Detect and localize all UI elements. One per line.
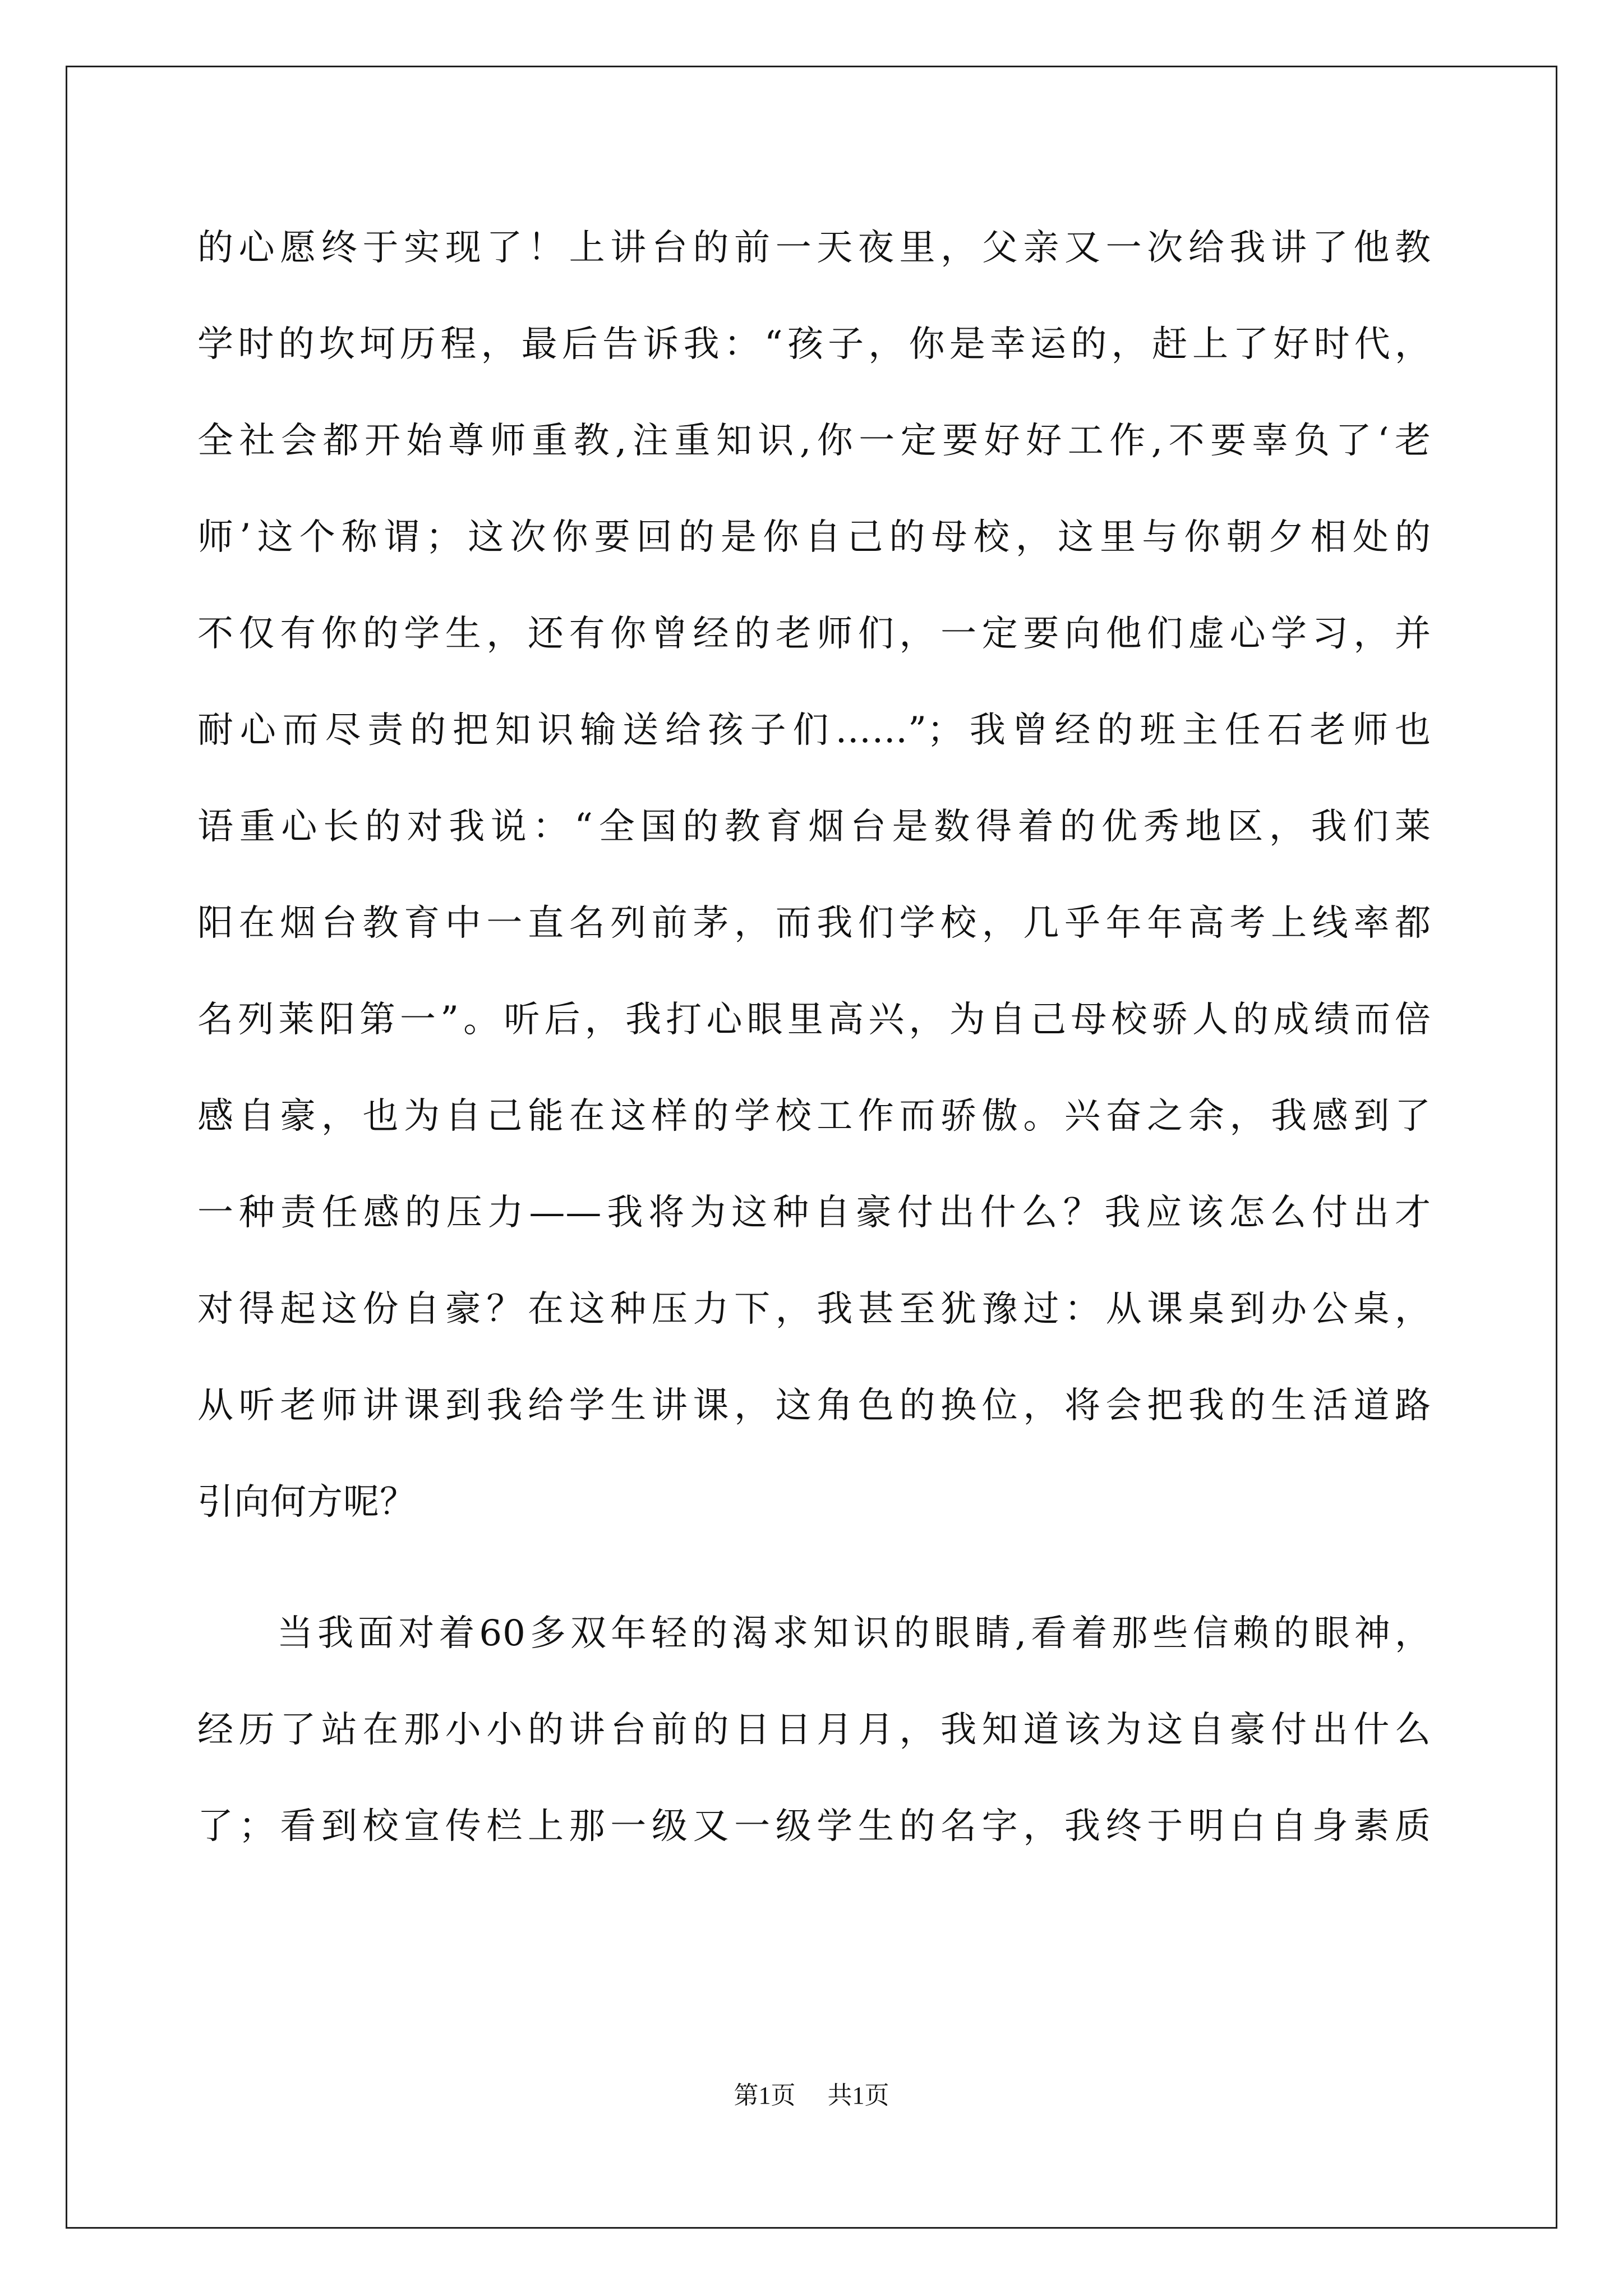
document-body <box>197 214 1431 1889</box>
page-total: 共1页 <box>827 2082 889 2109</box>
text-line: 不仅有你的学生，还有你曾经的老师们，一定要向他们虚心学习，并 <box>197 613 1431 655</box>
text-line: 从听老师讲课到我给学生讲课，这角色的换位，将会把我的生活道路 <box>197 1385 1431 1427</box>
text-line: 学时的坎坷历程，最后告诉我：“孩子，你是幸运的，赶上了好时代， <box>197 324 1431 365</box>
text-line: 耐心而尽责的把知识输送给孩子们……”；我曾经的班主任石老师也 <box>197 710 1431 751</box>
text-line: 的心愿终于实现了！上讲台的前一天夜里，父亲又一次给我讲了他教 <box>197 227 1431 269</box>
text-line: 对得起这份自豪？在这种压力下，我甚至犹豫过：从课桌到办公桌， <box>197 1289 1431 1330</box>
text-line: 语重心长的对我说：“全国的教育烟台是数得着的优秀地区，我们莱 <box>197 806 1431 848</box>
text-line: 全社会都开始尊师重教,注重知识,你一定要好好工作,不要辜负了‘老 <box>197 420 1431 462</box>
paragraph-1 <box>197 214 1431 1565</box>
page-footer <box>0 2080 1623 2111</box>
paragraph-2 <box>197 1600 1431 1889</box>
text-line: 名列莱阳第一”。听后，我打心眼里高兴，为自己母校骄人的成绩而倍 <box>197 999 1431 1041</box>
text-line: 一种责任感的压力——我将为这种自豪付出什么？我应该怎么付出才 <box>197 1192 1431 1234</box>
text-line: 引向何方呢？ <box>197 1481 416 1523</box>
text-line: 了；看到校宣传栏上那一级又一级学生的名字，我终于明白自身素质 <box>197 1806 1431 1847</box>
text-line: 师’这个称谓；这次你要回的是你自己的母校，这里与你朝夕相处的 <box>197 517 1431 558</box>
text-line: 经历了站在那小小的讲台前的日日月月，我知道该为这自豪付出什么 <box>197 1709 1431 1751</box>
text-line: 阳在烟台教育中一直名列前茅，而我们学校，几乎年年高考上线率都 <box>197 903 1431 944</box>
text-line: 感自豪，也为自己能在这样的学校工作而骄傲。兴奋之余，我感到了 <box>197 1096 1431 1137</box>
paragraph-gap <box>197 1565 1431 1600</box>
page-number: 第1页 <box>734 2082 796 2109</box>
text-line: 当我面对着60多双年轻的渴求知识的眼睛,看着那些信赖的眼神， <box>277 1613 1431 1654</box>
